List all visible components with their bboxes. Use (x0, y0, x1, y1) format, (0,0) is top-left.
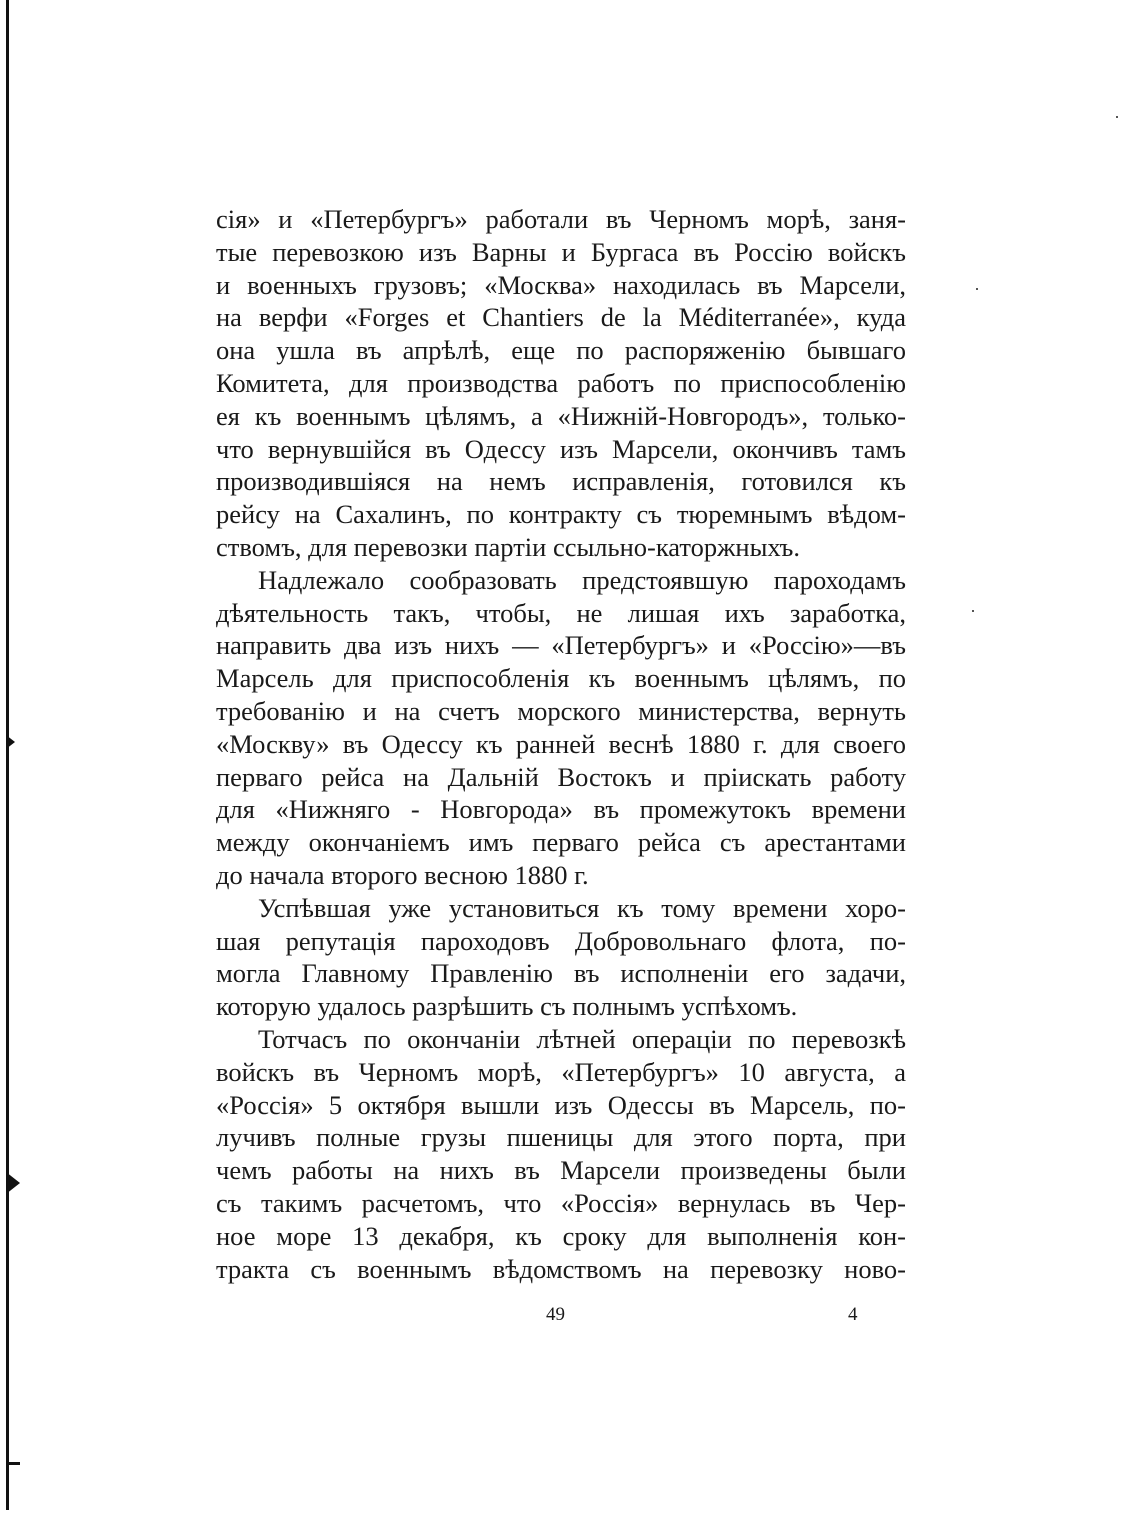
text-line: которую удалось разрѣшить съ полнымъ успѣхомъ. (216, 991, 798, 1022)
text-line: сія» и «Петербургъ» работали въ Черномъ морѣ, заня- (216, 204, 906, 234)
text-line: лучивъ полные грузы пшеницы для этого порта, при (216, 1122, 906, 1153)
text-line: ное море 13 декабря, къ сроку для выполненія кон- (216, 1220, 906, 1251)
scan-speck (976, 288, 978, 290)
paragraph (216, 892, 906, 1023)
margin-arrow-icon (6, 1172, 20, 1194)
text-line: она ушла въ апрѣлѣ, еще по распоряженію бывшаго (216, 335, 906, 366)
text-line: Тотчасъ по окончаніи лѣтней операціи по перевозкѣ (258, 1023, 906, 1054)
text-line: Успѣвшая уже установиться къ тому времени хоро- (258, 892, 906, 923)
text-line: между окончаніемъ имъ перваго рейса съ арестантами (216, 827, 906, 858)
margin-arrow-icon (6, 735, 15, 749)
scan-speck (972, 610, 974, 612)
text-line: ствомъ, для перевозки партіи ссыльно-каторжныхъ. (216, 531, 800, 562)
text-line: съ такимъ расчетомъ, что «Россія» вернулась въ Чер- (216, 1187, 906, 1218)
text-line: до начала второго весною 1880 г. (216, 859, 589, 890)
text-line: Надлежало сообразовать предстоявшую пароходамъ (258, 564, 906, 595)
text-line: что вернувшійся въ Одессу изъ Марсели, окончивъ тамъ (216, 433, 906, 464)
text-line: Комитета, для производства работъ по приспособленію (216, 367, 906, 398)
text-line: чемъ работы на нихъ въ Марсели произведены были (216, 1155, 906, 1186)
paragraph (216, 203, 906, 564)
text-line: Марсель для приспособленія къ военнымъ цѣлямъ, по (216, 663, 906, 694)
text-line: для «Нижняго - Новгорода» въ промежутокъ времени (216, 794, 906, 825)
body-text (216, 203, 906, 1285)
binding-edge-line (6, 0, 9, 1510)
paragraph (216, 1023, 906, 1285)
page-number: 49 (546, 1304, 565, 1325)
text-line: могла Главному Правленію въ исполненіи его задачи, (216, 958, 906, 989)
signature-mark: 4 (848, 1304, 858, 1325)
scan-speck (1116, 116, 1118, 118)
text-line: и военныхъ грузовъ; «Москва» находилась въ Марсели, (216, 269, 906, 300)
text-line: рейсу на Сахалинъ, по контракту съ тюремнымъ вѣдом- (216, 499, 906, 530)
text-line: дѣятельность такъ, чтобы, не лишая ихъ заработка, (216, 597, 906, 628)
text-line: шая репутація пароходовъ Добровольнаго флота, по- (216, 925, 906, 956)
text-line: ея къ военнымъ цѣлямъ, а «Нижній-Новгородъ», только- (216, 400, 906, 431)
text-line: на верфи «Forges et Chantiers de la Méditerranée», куда (216, 302, 906, 333)
text-line: перваго рейса на Дальній Востокъ и пріискать работу (216, 761, 906, 792)
text-line: «Москву» въ Одессу къ ранней веснѣ 1880 г. для своего (216, 728, 906, 759)
text-line: производившіяся на немъ исправленія, готовился къ (216, 466, 906, 497)
text-line: войскъ въ Черномъ морѣ, «Петербургъ» 10 августа, а (216, 1056, 906, 1087)
text-line: тые перевозкою изъ Варны и Бургаса въ Россію войскъ (216, 236, 906, 267)
text-line: «Россія» 5 октября вышли изъ Одессы въ Марсель, по- (216, 1089, 906, 1120)
binding-edge-tick (6, 1462, 20, 1465)
paragraph (216, 564, 906, 892)
text-line: требованію и на счетъ морского министерства, вернуть (216, 695, 906, 726)
text-line: направить два изъ нихъ — «Петербургъ» и «Россію»—въ (216, 630, 906, 661)
text-line: тракта съ военнымъ вѣдомствомъ на перевозку ново- (216, 1253, 906, 1284)
